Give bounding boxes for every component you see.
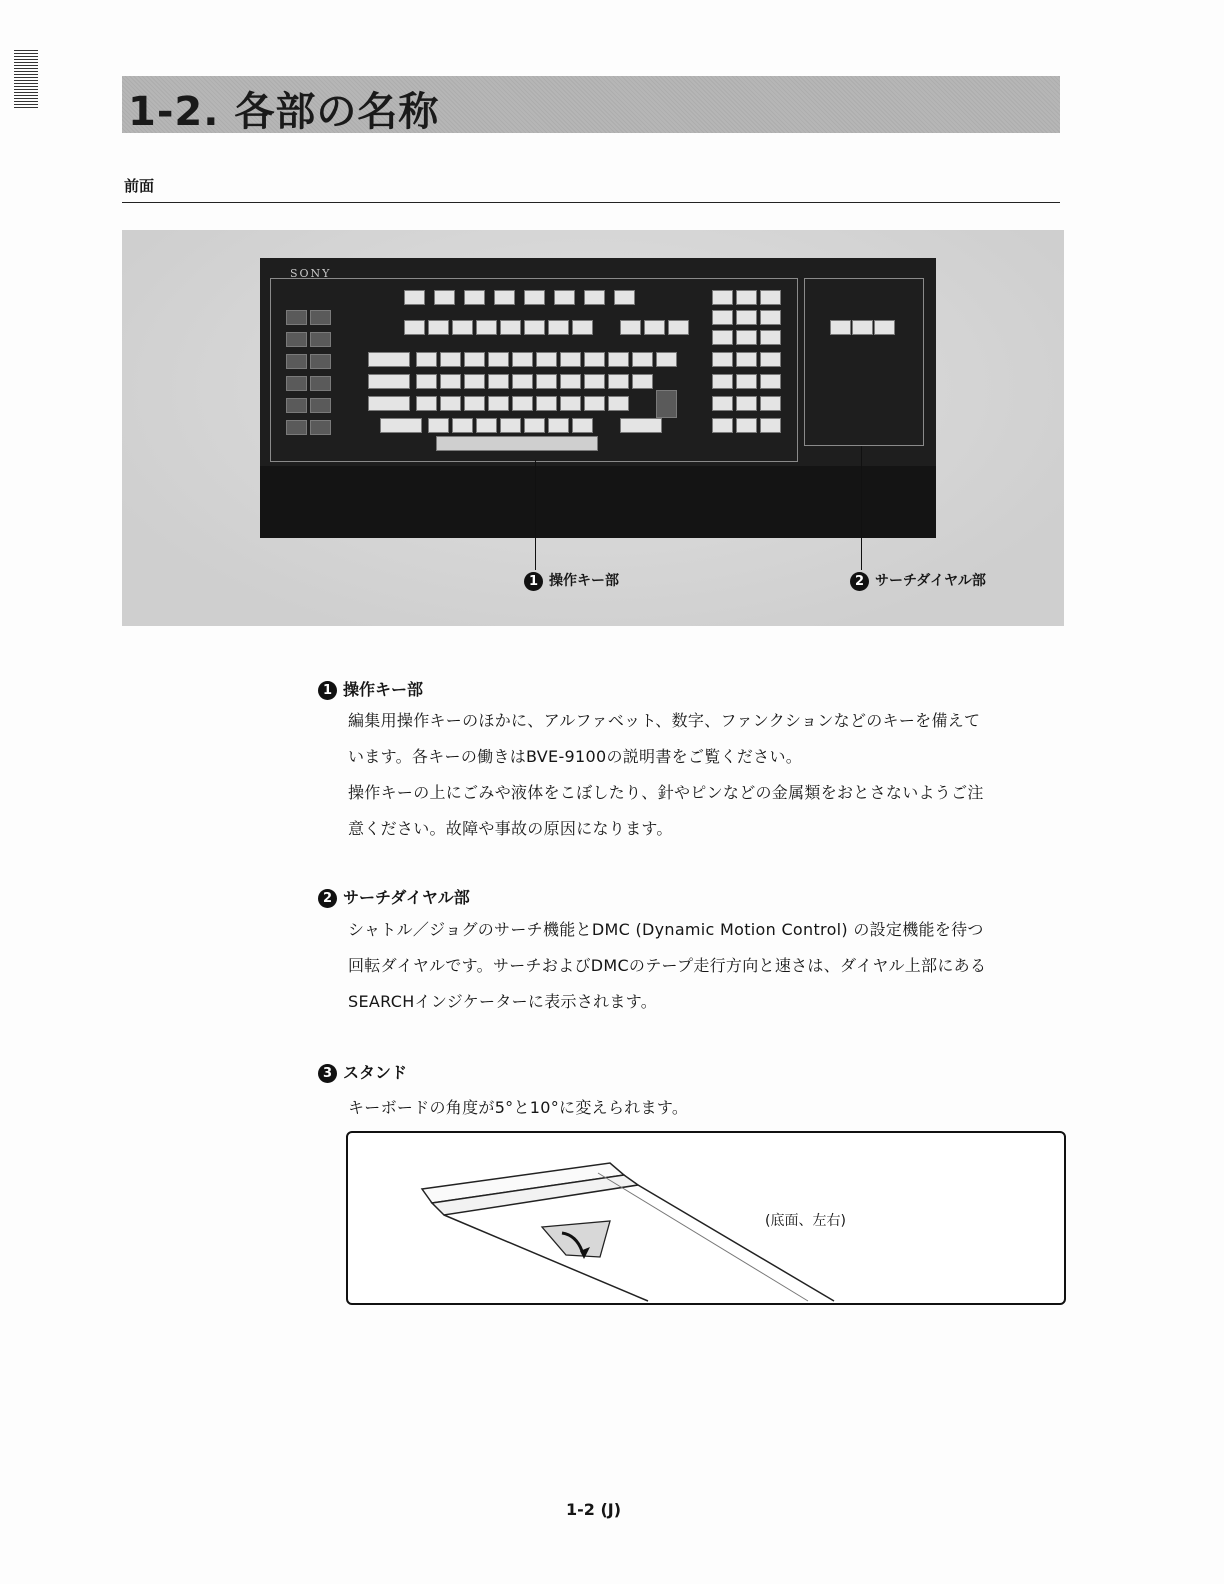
key: [560, 352, 581, 367]
body-line: SEARCHインジケーターに表示されます。: [348, 992, 658, 1011]
section-number-1: 1: [318, 681, 337, 700]
page-number: 1-2 (J): [566, 1500, 622, 1519]
body-line: 意ください。故障や事故の原因になります。: [348, 819, 673, 838]
keypad-key: [760, 352, 781, 367]
key: [500, 320, 521, 335]
key: [440, 396, 461, 411]
key: [440, 374, 461, 389]
section-number-3: 3: [318, 1064, 337, 1083]
key: [608, 352, 629, 367]
section-title-2: サーチダイヤル部: [343, 888, 470, 907]
key: [584, 352, 605, 367]
section-heading-3: [318, 1060, 407, 1083]
key: [500, 418, 521, 433]
key: [368, 374, 410, 389]
key: [572, 320, 593, 335]
side-key: [286, 310, 307, 325]
key: [536, 374, 557, 389]
body-line: 回転ダイヤルです。サーチおよびDMCのテープ走行方向と速さは、ダイヤル上部にある: [348, 956, 987, 975]
callout-label-1: 操作キー部: [549, 573, 619, 589]
key: [632, 352, 653, 367]
function-key: [464, 290, 485, 305]
key: [368, 396, 410, 411]
body-line: キーボードの角度が5°と10°に変えられます。: [348, 1098, 689, 1117]
function-key: [434, 290, 455, 305]
side-key: [286, 398, 307, 413]
section-title-1: 操作キー部: [343, 680, 424, 699]
keypad-key: [736, 418, 757, 433]
key: [368, 352, 410, 367]
key: [512, 396, 533, 411]
body-line: います。各キーの働きはBVE-9100の説明書をご覧ください。: [348, 747, 803, 766]
key: [404, 320, 425, 335]
keypad-key: [736, 330, 757, 345]
key: [548, 418, 569, 433]
key: [620, 320, 641, 335]
key: [428, 320, 449, 335]
key: [416, 396, 437, 411]
key: [608, 396, 629, 411]
key: [584, 374, 605, 389]
keypad-key: [760, 418, 781, 433]
keypad-key: [712, 418, 733, 433]
key: [584, 396, 605, 411]
body-line: 操作キーの上にごみや液体をこぼしたり、針やピンなどの金属類をおとさないようご注: [348, 783, 984, 802]
key: [524, 320, 545, 335]
key: [476, 320, 497, 335]
body-line: シャトル／ジョグのサーチ機能とDMC (Dynamic Motion Control) の設定機能を待つ: [348, 920, 984, 939]
keypad-key: [712, 396, 733, 411]
key: [512, 374, 533, 389]
keypad-key: [760, 374, 781, 389]
side-key: [310, 310, 331, 325]
key: [428, 418, 449, 433]
keypad-key: [736, 352, 757, 367]
key: [488, 396, 509, 411]
key: [668, 320, 689, 335]
keypad-key: [712, 374, 733, 389]
page-title: 1-2. 各部の名称: [128, 89, 440, 135]
dial-key: [830, 320, 851, 335]
section-heading-1: [318, 677, 423, 700]
key: [560, 374, 581, 389]
keypad-key: [760, 330, 781, 345]
callout-line-2: [861, 446, 862, 570]
keypad-key: [760, 290, 781, 305]
side-key: [310, 376, 331, 391]
subheading-rule: [122, 202, 1060, 203]
key: [560, 396, 581, 411]
shift-key: [620, 418, 662, 433]
key: [488, 374, 509, 389]
keyboard-stand-base: [260, 466, 936, 538]
callout-number-2: 2: [850, 572, 869, 591]
key: [656, 352, 677, 367]
keypad-key: [712, 330, 733, 345]
callout-line-1: [535, 460, 536, 570]
function-key: [584, 290, 605, 305]
function-key: [524, 290, 545, 305]
key: [452, 320, 473, 335]
section-subheading: 前面: [124, 177, 155, 195]
key: [476, 418, 497, 433]
operation-key-panel: [270, 278, 798, 462]
scan-edge-marks: [14, 50, 38, 112]
section-body-3: [348, 1090, 1064, 1126]
space-bar: [436, 436, 598, 451]
keypad-key: [736, 374, 757, 389]
enter-key: [656, 390, 677, 418]
key: [440, 352, 461, 367]
key: [644, 320, 665, 335]
key: [608, 374, 629, 389]
side-key: [286, 420, 307, 435]
key: [536, 352, 557, 367]
callout-search-dial: [850, 570, 986, 591]
stand-caption: (底面、左右): [765, 1213, 846, 1229]
function-key: [554, 290, 575, 305]
keypad-key: [712, 290, 733, 305]
section-title-3: スタンド: [343, 1063, 408, 1082]
callout-operation-keys: [524, 570, 619, 591]
key: [464, 396, 485, 411]
keypad-key: [736, 290, 757, 305]
key: [464, 352, 485, 367]
keypad-key: [736, 310, 757, 325]
key: [548, 320, 569, 335]
dial-key: [874, 320, 895, 335]
function-key: [614, 290, 635, 305]
key: [512, 352, 533, 367]
keypad-key: [712, 352, 733, 367]
key: [464, 374, 485, 389]
side-key: [310, 398, 331, 413]
key: [572, 418, 593, 433]
keypad-key: [736, 396, 757, 411]
key: [632, 374, 653, 389]
section-body-2: [348, 912, 1064, 1020]
side-key: [286, 332, 307, 347]
body-line: 編集用操作キーのほかに、アルファベット、数字、ファンクションなどのキーを備えて: [348, 711, 981, 730]
search-dial-panel: [804, 278, 924, 446]
key: [452, 418, 473, 433]
section-heading-2: [318, 885, 470, 908]
dial-key: [852, 320, 873, 335]
side-key: [310, 332, 331, 347]
key: [488, 352, 509, 367]
callout-label-2: サーチダイヤル部: [875, 573, 986, 589]
side-key: [310, 420, 331, 435]
key: [416, 352, 437, 367]
section-number-2: 2: [318, 889, 337, 908]
key: [536, 396, 557, 411]
stand-illustration: [346, 1131, 1066, 1305]
callout-number-1: 1: [524, 572, 543, 591]
side-key: [286, 354, 307, 369]
brand-logo: SONY: [290, 267, 332, 280]
keypad-key: [760, 310, 781, 325]
shift-key: [380, 418, 422, 433]
section-body-1: [348, 703, 1064, 847]
keypad-key: [712, 310, 733, 325]
key: [524, 418, 545, 433]
key: [416, 374, 437, 389]
side-key: [286, 376, 307, 391]
stand-drawing: [348, 1133, 1064, 1303]
keypad-key: [760, 396, 781, 411]
function-key: [494, 290, 515, 305]
function-key: [404, 290, 425, 305]
side-key: [310, 354, 331, 369]
